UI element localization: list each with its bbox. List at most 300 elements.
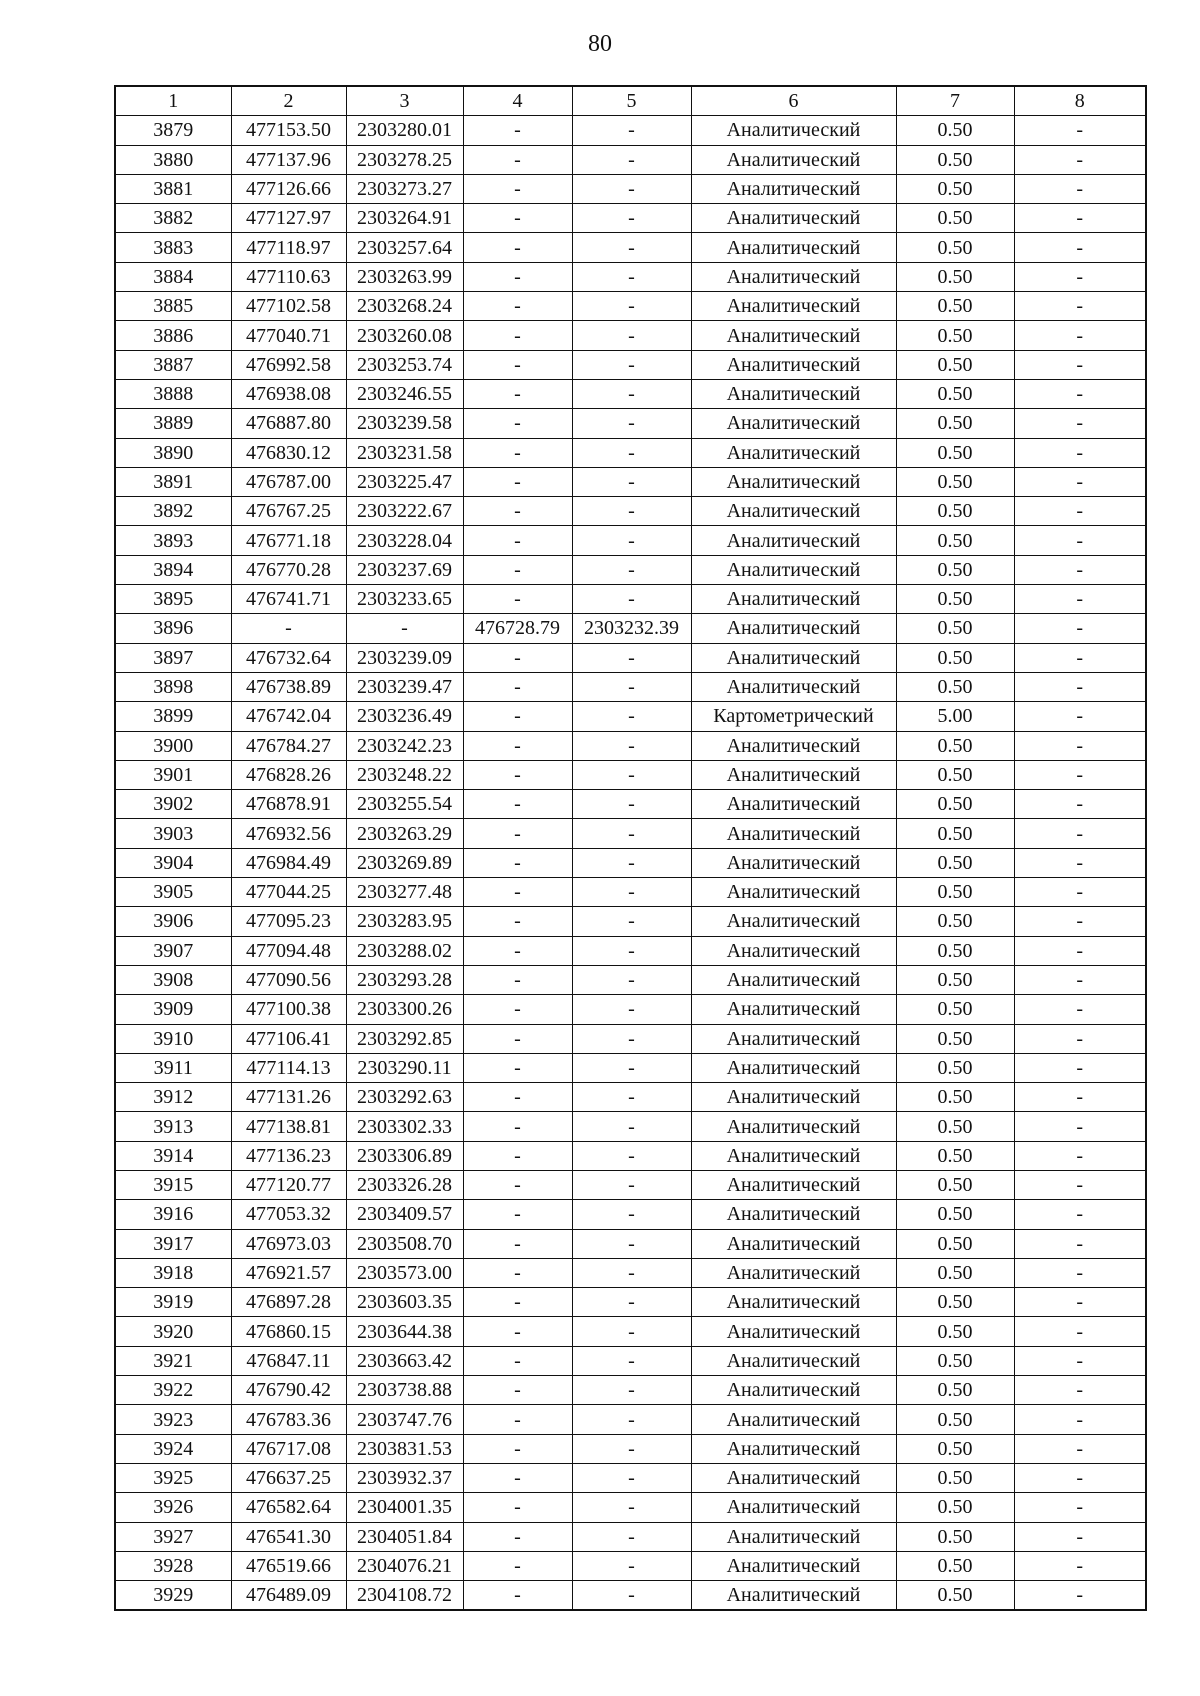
table-row (115, 643, 1146, 672)
accuracy-cell: 0.50 (896, 1288, 1014, 1317)
y-coordinate-cell: 2303326.28 (346, 1170, 463, 1199)
method-cell: Аналитический (691, 379, 896, 408)
method-cell: Аналитический (691, 1317, 896, 1346)
x-alt-cell: - (463, 1112, 572, 1141)
point-number-cell: 3896 (115, 614, 231, 643)
note-cell: - (1014, 1376, 1146, 1405)
y-alt-cell: - (572, 1434, 691, 1463)
y-alt-cell: - (572, 1376, 691, 1405)
header-cell: 1 (115, 86, 231, 116)
x-coordinate-cell: 476938.08 (231, 379, 346, 408)
x-coordinate-cell: 476771.18 (231, 526, 346, 555)
note-cell: - (1014, 760, 1146, 789)
note-cell: - (1014, 672, 1146, 701)
x-alt-cell: - (463, 204, 572, 233)
y-coordinate-cell: 2303257.64 (346, 233, 463, 262)
point-number-cell: 3901 (115, 760, 231, 789)
x-alt-cell: - (463, 643, 572, 672)
x-coordinate-cell: 476770.28 (231, 555, 346, 584)
y-alt-cell: - (572, 526, 691, 555)
accuracy-cell: 0.50 (896, 585, 1014, 614)
table-row (115, 848, 1146, 877)
y-alt-cell: - (572, 233, 691, 262)
accuracy-cell: 0.50 (896, 1141, 1014, 1170)
y-coordinate-cell: 2303293.28 (346, 965, 463, 994)
y-coordinate-cell: 2303260.08 (346, 321, 463, 350)
x-alt-cell: - (463, 1551, 572, 1580)
table-row (115, 1083, 1146, 1112)
x-coordinate-cell: 476830.12 (231, 438, 346, 467)
y-alt-cell: - (572, 1551, 691, 1580)
table-row (115, 1258, 1146, 1287)
table-row (115, 438, 1146, 467)
note-cell: - (1014, 614, 1146, 643)
y-coordinate-cell: 2303292.63 (346, 1083, 463, 1112)
accuracy-cell: 0.50 (896, 965, 1014, 994)
x-coordinate-cell: 477153.50 (231, 116, 346, 145)
note-cell: - (1014, 907, 1146, 936)
x-coordinate-cell: 477102.58 (231, 292, 346, 321)
x-alt-cell: - (463, 790, 572, 819)
method-cell: Аналитический (691, 233, 896, 262)
method-cell: Аналитический (691, 907, 896, 936)
note-cell: - (1014, 321, 1146, 350)
accuracy-cell: 0.50 (896, 497, 1014, 526)
point-number-cell: 3906 (115, 907, 231, 936)
y-alt-cell: - (572, 1405, 691, 1434)
method-cell: Аналитический (691, 995, 896, 1024)
method-cell: Аналитический (691, 1112, 896, 1141)
x-alt-cell: - (463, 409, 572, 438)
point-number-cell: 3882 (115, 204, 231, 233)
x-alt-cell: - (463, 174, 572, 203)
x-alt-cell: - (463, 1434, 572, 1463)
point-number-cell: 3919 (115, 1288, 231, 1317)
x-coordinate-cell: 476790.42 (231, 1376, 346, 1405)
y-alt-cell: - (572, 848, 691, 877)
note-cell: - (1014, 409, 1146, 438)
x-alt-cell: - (463, 1170, 572, 1199)
y-alt-cell: - (572, 702, 691, 731)
point-number-cell: 3920 (115, 1317, 231, 1346)
table-row (115, 379, 1146, 408)
x-coordinate-cell: 476783.36 (231, 1405, 346, 1434)
accuracy-cell: 0.50 (896, 848, 1014, 877)
point-number-cell: 3923 (115, 1405, 231, 1434)
accuracy-cell: 0.50 (896, 145, 1014, 174)
point-number-cell: 3884 (115, 262, 231, 291)
method-cell: Аналитический (691, 1229, 896, 1258)
accuracy-cell: 0.50 (896, 1346, 1014, 1375)
point-number-cell: 3929 (115, 1581, 231, 1611)
x-coordinate-cell: 477118.97 (231, 233, 346, 262)
y-coordinate-cell: 2303277.48 (346, 878, 463, 907)
point-number-cell: 3902 (115, 790, 231, 819)
method-cell: Аналитический (691, 467, 896, 496)
x-coordinate-cell: 477100.38 (231, 995, 346, 1024)
table-row (115, 350, 1146, 379)
method-cell: Аналитический (691, 1493, 896, 1522)
x-coordinate-cell: 476582.64 (231, 1493, 346, 1522)
point-number-cell: 3913 (115, 1112, 231, 1141)
point-number-cell: 3925 (115, 1463, 231, 1492)
y-coordinate-cell: 2303280.01 (346, 116, 463, 145)
x-coordinate-cell: 476992.58 (231, 350, 346, 379)
x-coordinate-cell: 477136.23 (231, 1141, 346, 1170)
x-coordinate-cell: 477120.77 (231, 1170, 346, 1199)
y-alt-cell: - (572, 731, 691, 760)
y-alt-cell: - (572, 204, 691, 233)
accuracy-cell: 0.50 (896, 1463, 1014, 1492)
note-cell: - (1014, 819, 1146, 848)
y-coordinate-cell: 2303603.35 (346, 1288, 463, 1317)
accuracy-cell: 0.50 (896, 672, 1014, 701)
y-alt-cell: - (572, 497, 691, 526)
x-alt-cell: - (463, 1053, 572, 1082)
point-number-cell: 3917 (115, 1229, 231, 1258)
method-cell: Аналитический (691, 731, 896, 760)
x-alt-cell: - (463, 1581, 572, 1611)
method-cell: Аналитический (691, 878, 896, 907)
y-alt-cell: - (572, 1258, 691, 1287)
note-cell: - (1014, 204, 1146, 233)
table-row (115, 292, 1146, 321)
accuracy-cell: 0.50 (896, 1551, 1014, 1580)
point-number-cell: 3921 (115, 1346, 231, 1375)
method-cell: Аналитический (691, 526, 896, 555)
accuracy-cell: 0.50 (896, 1405, 1014, 1434)
table-row (115, 1141, 1146, 1170)
accuracy-cell: 0.50 (896, 1376, 1014, 1405)
header-cell: 5 (572, 86, 691, 116)
x-coordinate-cell: 476828.26 (231, 760, 346, 789)
x-alt-cell: 476728.79 (463, 614, 572, 643)
method-cell: Аналитический (691, 1258, 896, 1287)
accuracy-cell: 0.50 (896, 1434, 1014, 1463)
accuracy-cell: 0.50 (896, 1024, 1014, 1053)
table-row (115, 965, 1146, 994)
note-cell: - (1014, 1258, 1146, 1287)
x-coordinate-cell: 477137.96 (231, 145, 346, 174)
method-cell: Аналитический (691, 1405, 896, 1434)
table-row (115, 1024, 1146, 1053)
x-coordinate-cell: 477090.56 (231, 965, 346, 994)
y-coordinate-cell: 2303409.57 (346, 1200, 463, 1229)
table-row (115, 995, 1146, 1024)
x-alt-cell: - (463, 1024, 572, 1053)
y-alt-cell: 2303232.39 (572, 614, 691, 643)
y-alt-cell: - (572, 555, 691, 584)
x-coordinate-cell: 477114.13 (231, 1053, 346, 1082)
note-cell: - (1014, 526, 1146, 555)
x-coordinate-cell: 476973.03 (231, 1229, 346, 1258)
table-row (115, 555, 1146, 584)
x-alt-cell: - (463, 936, 572, 965)
point-number-cell: 3911 (115, 1053, 231, 1082)
point-number-cell: 3888 (115, 379, 231, 408)
method-cell: Аналитический (691, 350, 896, 379)
method-cell: Аналитический (691, 1170, 896, 1199)
header-cell: 2 (231, 86, 346, 116)
x-coordinate-cell: 476489.09 (231, 1581, 346, 1611)
y-coordinate-cell: 2303302.33 (346, 1112, 463, 1141)
x-coordinate-cell: 476541.30 (231, 1522, 346, 1551)
table-row (115, 262, 1146, 291)
accuracy-cell: 0.50 (896, 1522, 1014, 1551)
accuracy-cell: 0.50 (896, 1083, 1014, 1112)
method-cell: Аналитический (691, 145, 896, 174)
table-row (115, 1463, 1146, 1492)
note-cell: - (1014, 1551, 1146, 1580)
y-alt-cell: - (572, 438, 691, 467)
point-number-cell: 3927 (115, 1522, 231, 1551)
y-alt-cell: - (572, 1346, 691, 1375)
method-cell: Аналитический (691, 790, 896, 819)
y-coordinate-cell: 2303237.69 (346, 555, 463, 584)
y-coordinate-cell: 2303253.74 (346, 350, 463, 379)
accuracy-cell: 0.50 (896, 1053, 1014, 1082)
table-row (115, 1551, 1146, 1580)
note-cell: - (1014, 1434, 1146, 1463)
page-number: 80 (588, 31, 612, 57)
x-coordinate-cell: 476767.25 (231, 497, 346, 526)
accuracy-cell: 0.50 (896, 321, 1014, 350)
note-cell: - (1014, 467, 1146, 496)
x-alt-cell: - (463, 1229, 572, 1258)
y-coordinate-cell: 2303269.89 (346, 848, 463, 877)
x-alt-cell: - (463, 438, 572, 467)
note-cell: - (1014, 1493, 1146, 1522)
accuracy-cell: 0.50 (896, 467, 1014, 496)
y-alt-cell: - (572, 760, 691, 789)
table-row (115, 116, 1146, 145)
x-coordinate-cell: 477138.81 (231, 1112, 346, 1141)
y-alt-cell: - (572, 907, 691, 936)
y-alt-cell: - (572, 936, 691, 965)
method-cell: Аналитический (691, 1200, 896, 1229)
note-cell: - (1014, 233, 1146, 262)
table-row (115, 1229, 1146, 1258)
point-number-cell: 3914 (115, 1141, 231, 1170)
accuracy-cell: 0.50 (896, 1229, 1014, 1258)
accuracy-cell: 0.50 (896, 438, 1014, 467)
accuracy-cell: 0.50 (896, 116, 1014, 145)
note-cell: - (1014, 262, 1146, 291)
note-cell: - (1014, 350, 1146, 379)
point-number-cell: 3879 (115, 116, 231, 145)
table-row (115, 1112, 1146, 1141)
x-coordinate-cell: 477110.63 (231, 262, 346, 291)
accuracy-cell: 0.50 (896, 555, 1014, 584)
x-alt-cell: - (463, 467, 572, 496)
method-cell: Картометрический (691, 702, 896, 731)
y-alt-cell: - (572, 174, 691, 203)
method-cell: Аналитический (691, 965, 896, 994)
note-cell: - (1014, 878, 1146, 907)
table-row (115, 907, 1146, 936)
y-coordinate-cell: 2303306.89 (346, 1141, 463, 1170)
point-number-cell: 3928 (115, 1551, 231, 1580)
x-coordinate-cell: 477095.23 (231, 907, 346, 936)
method-cell: Аналитический (691, 1024, 896, 1053)
y-coordinate-cell: 2303268.24 (346, 292, 463, 321)
method-cell: Аналитический (691, 1053, 896, 1082)
point-number-cell: 3887 (115, 350, 231, 379)
accuracy-cell: 0.50 (896, 614, 1014, 643)
note-cell: - (1014, 1053, 1146, 1082)
y-alt-cell: - (572, 819, 691, 848)
y-coordinate-cell: 2303228.04 (346, 526, 463, 555)
accuracy-cell: 0.50 (896, 409, 1014, 438)
table-row (115, 614, 1146, 643)
y-alt-cell: - (572, 350, 691, 379)
x-coordinate-cell: 477131.26 (231, 1083, 346, 1112)
header-cell: 8 (1014, 86, 1146, 116)
point-number-cell: 3897 (115, 643, 231, 672)
x-alt-cell: - (463, 1317, 572, 1346)
table-row (115, 819, 1146, 848)
accuracy-cell: 0.50 (896, 526, 1014, 555)
y-alt-cell: - (572, 1522, 691, 1551)
note-cell: - (1014, 1288, 1146, 1317)
y-alt-cell: - (572, 1053, 691, 1082)
y-coordinate-cell: 2303644.38 (346, 1317, 463, 1346)
table-row (115, 204, 1146, 233)
accuracy-cell: 0.50 (896, 350, 1014, 379)
x-alt-cell: - (463, 526, 572, 555)
y-alt-cell: - (572, 1200, 691, 1229)
point-number-cell: 3889 (115, 409, 231, 438)
x-coordinate-cell: 477094.48 (231, 936, 346, 965)
x-coordinate-cell: 476847.11 (231, 1346, 346, 1375)
method-cell: Аналитический (691, 1346, 896, 1375)
table-row (115, 1434, 1146, 1463)
accuracy-cell: 0.50 (896, 936, 1014, 965)
method-cell: Аналитический (691, 760, 896, 789)
table-row (115, 174, 1146, 203)
method-cell: Аналитический (691, 1581, 896, 1611)
method-cell: Аналитический (691, 555, 896, 584)
y-alt-cell: - (572, 1229, 691, 1258)
x-alt-cell: - (463, 262, 572, 291)
x-alt-cell: - (463, 878, 572, 907)
note-cell: - (1014, 1405, 1146, 1434)
point-number-cell: 3916 (115, 1200, 231, 1229)
method-cell: Аналитический (691, 497, 896, 526)
note-cell: - (1014, 790, 1146, 819)
table-row (115, 1317, 1146, 1346)
point-number-cell: 3908 (115, 965, 231, 994)
note-cell: - (1014, 585, 1146, 614)
x-coordinate-cell: 476519.66 (231, 1551, 346, 1580)
y-alt-cell: - (572, 790, 691, 819)
header-cell: 4 (463, 86, 572, 116)
y-coordinate-cell: 2303255.54 (346, 790, 463, 819)
method-cell: Аналитический (691, 1376, 896, 1405)
y-coordinate-cell: 2303290.11 (346, 1053, 463, 1082)
accuracy-cell: 0.50 (896, 1258, 1014, 1287)
x-alt-cell: - (463, 116, 572, 145)
method-cell: Аналитический (691, 1141, 896, 1170)
point-number-cell: 3915 (115, 1170, 231, 1199)
note-cell: - (1014, 1346, 1146, 1375)
method-cell: Аналитический (691, 1551, 896, 1580)
accuracy-cell: 0.50 (896, 819, 1014, 848)
note-cell: - (1014, 292, 1146, 321)
x-coordinate-cell: 476742.04 (231, 702, 346, 731)
table-row (115, 1376, 1146, 1405)
accuracy-cell: 0.50 (896, 262, 1014, 291)
accuracy-cell: 0.50 (896, 643, 1014, 672)
y-coordinate-cell: 2303222.67 (346, 497, 463, 526)
y-alt-cell: - (572, 292, 691, 321)
point-number-cell: 3900 (115, 731, 231, 760)
y-alt-cell: - (572, 1288, 691, 1317)
x-alt-cell: - (463, 350, 572, 379)
y-alt-cell: - (572, 585, 691, 614)
table-row (115, 233, 1146, 262)
x-coordinate-cell: 476637.25 (231, 1463, 346, 1492)
note-cell: - (1014, 995, 1146, 1024)
y-alt-cell: - (572, 409, 691, 438)
point-number-cell: 3893 (115, 526, 231, 555)
table-row (115, 878, 1146, 907)
y-alt-cell: - (572, 878, 691, 907)
y-alt-cell: - (572, 1170, 691, 1199)
table-row (115, 1346, 1146, 1375)
method-cell: Аналитический (691, 643, 896, 672)
accuracy-cell: 0.50 (896, 1493, 1014, 1522)
x-alt-cell: - (463, 702, 572, 731)
table-row (115, 497, 1146, 526)
note-cell: - (1014, 1112, 1146, 1141)
table-row (115, 672, 1146, 701)
accuracy-cell: 0.50 (896, 233, 1014, 262)
method-cell: Аналитический (691, 1463, 896, 1492)
note-cell: - (1014, 643, 1146, 672)
table-header-row (115, 86, 1146, 116)
method-cell: Аналитический (691, 409, 896, 438)
method-cell: Аналитический (691, 321, 896, 350)
x-alt-cell: - (463, 760, 572, 789)
table-row (115, 526, 1146, 555)
x-alt-cell: - (463, 907, 572, 936)
accuracy-cell: 0.50 (896, 204, 1014, 233)
x-alt-cell: - (463, 1405, 572, 1434)
y-coordinate-cell: 2303263.99 (346, 262, 463, 291)
note-cell: - (1014, 116, 1146, 145)
y-coordinate-cell: 2303663.42 (346, 1346, 463, 1375)
x-alt-cell: - (463, 292, 572, 321)
header-cell: 7 (896, 86, 1014, 116)
method-cell: Аналитический (691, 585, 896, 614)
point-number-cell: 3890 (115, 438, 231, 467)
method-cell: Аналитический (691, 1522, 896, 1551)
method-cell: Аналитический (691, 1083, 896, 1112)
point-number-cell: 3909 (115, 995, 231, 1024)
accuracy-cell: 0.50 (896, 1581, 1014, 1611)
method-cell: Аналитический (691, 116, 896, 145)
note-cell: - (1014, 1170, 1146, 1199)
accuracy-cell: 0.50 (896, 1317, 1014, 1346)
x-alt-cell: - (463, 1376, 572, 1405)
x-alt-cell: - (463, 995, 572, 1024)
x-coordinate-cell: - (231, 614, 346, 643)
x-coordinate-cell: 477053.32 (231, 1200, 346, 1229)
y-alt-cell: - (572, 262, 691, 291)
x-alt-cell: - (463, 233, 572, 262)
note-cell: - (1014, 145, 1146, 174)
